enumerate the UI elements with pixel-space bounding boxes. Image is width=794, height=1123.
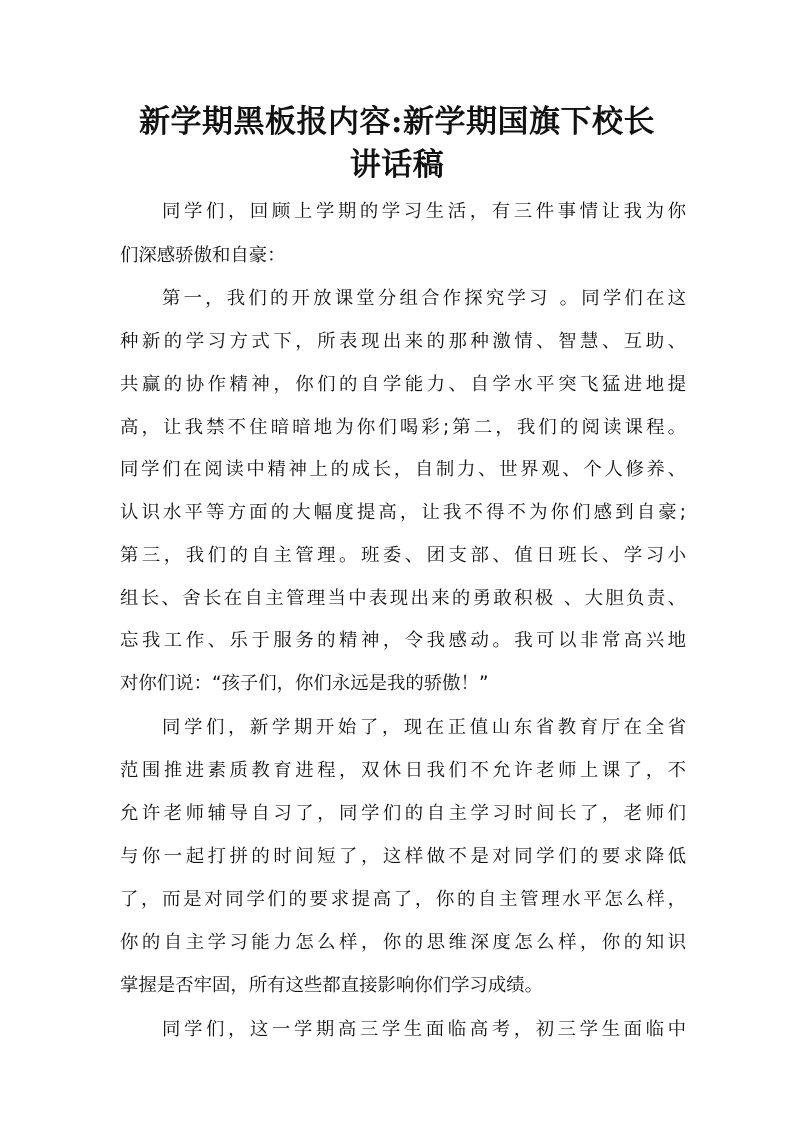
- paragraph-line: 允许老师辅导自习了，同学们的自主学习时间长了，老师们: [120, 803, 686, 824]
- document-title-line-2: 讲话稿: [349, 147, 445, 183]
- paragraph-line: 组长、舍长在自主管理当中表现出来的勇敢积极 、大胆负责、: [120, 588, 686, 609]
- document-title-line-1: 新学期黑板报内容:新学期国旗下校长: [139, 104, 655, 140]
- paragraph-line: 忘我工作、乐于服务的精神，令我感动。我可以非常高兴地: [120, 630, 686, 651]
- paragraph-line: 们深感骄傲和自豪：: [120, 245, 286, 266]
- paragraph-line: 了，而是对同学们的要求提高了，你的自主管理水平怎么样，: [120, 889, 686, 910]
- paragraph-line: 高，让我禁不住暗暗地为你们喝彩;第二，我们的阅读课程。: [120, 417, 686, 438]
- paragraph-line: 同学们，新学期开始了，现在正值山东省教育厅在全省: [162, 717, 686, 738]
- paragraph-line: 认识水平等方面的大幅度提高，让我不得不为你们感到自豪;: [120, 502, 686, 523]
- paragraph-line: 同学们在阅读中精神上的成长，自制力、世界观、个人修养、: [120, 459, 686, 480]
- paragraph-line: 第一，我们的开放课堂分组合作探究学习 。同学们在这: [162, 288, 686, 309]
- paragraph-line: 同学们，这一学期高三学生面临高考，初三学生面临中: [162, 1019, 686, 1040]
- paragraph-line: 共赢的协作精神，你们的自学能力、自学水平突飞猛进地提: [120, 374, 686, 395]
- paragraph-line: 对你们说：“孩子们，你们永远是我的骄傲！”: [120, 673, 489, 694]
- paragraph-line: 掌握是否牢固，所有这些都直接影响你们学习成绩。: [120, 975, 543, 996]
- paragraph-line: 范围推进素质教育进程，双休日我们不允许老师上课了，不: [120, 760, 686, 781]
- paragraph-line: 你的自主学习能力怎么样，你的思维深度怎么样，你的知识: [120, 932, 686, 953]
- paragraph-line: 第三，我们的自主管理。班委、团支部、值日班长、学习小: [120, 545, 686, 566]
- paragraph-line: 与你一起打拼的时间短了，这样做不是对同学们的要求降低: [120, 846, 686, 867]
- paragraph-line: 同学们，回顾上学期的学习生活，有三件事情让我为你: [162, 201, 686, 222]
- paragraph-line: 种新的学习方式下，所表现出来的那种激情、智慧、互助、: [120, 331, 686, 352]
